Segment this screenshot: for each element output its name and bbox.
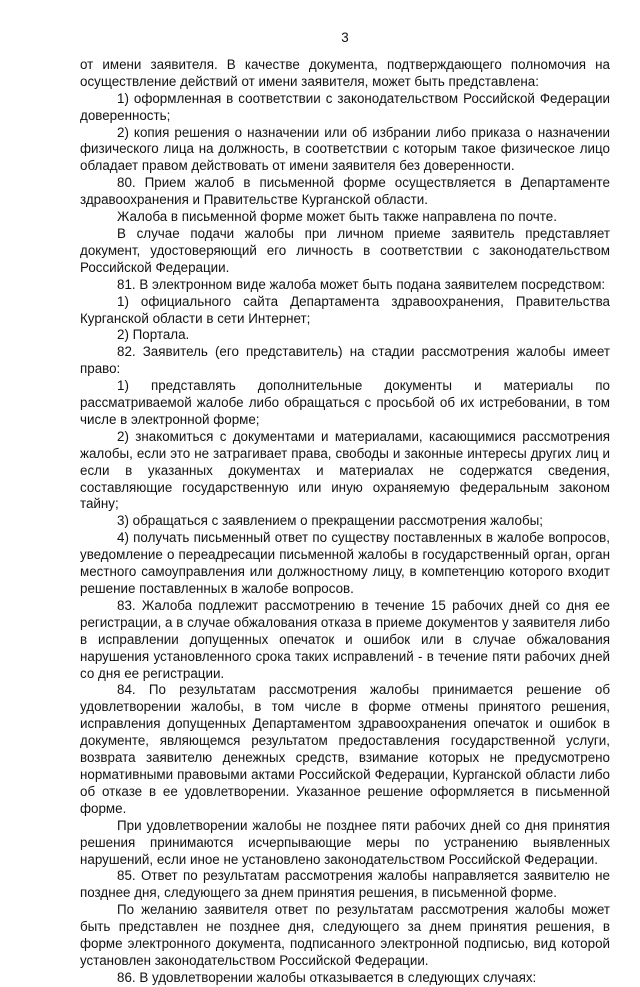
paragraph: 1) оформленная в соответствии с законодательством Российской Федерации доверенность;	[80, 90, 610, 123]
paragraph: 2) знакомиться с документами и материалами, касающимися рассмотрения жалобы, если это не затрагивает права, свободы и законные интересы других лиц и если в указанных документах и материалах не содержатся сведения, составляющие государственную или иную охраняемую федеральным законом тайну;	[80, 428, 610, 512]
paragraph: 2) Портала.	[117, 327, 190, 343]
document-body	[80, 57, 610, 987]
paragraph: 81. В электронном виде жалоба может быть подана заявителем посредством:	[117, 276, 606, 292]
paragraph: При удовлетворении жалобы не позднее пяти рабочих дней со дня принятия решения принимаются исчерпывающие меры по устранению выявленных нарушений, если иное не установлено законодательством Российской Федерации.	[80, 817, 610, 867]
paragraph: В случае подачи жалобы при личном приеме заявитель представляет документ, удостоверяющий его личность в соответствии с законодательством Российской Федерации.	[80, 225, 610, 275]
paragraph: 1) официального сайта Департамента здравоохранения, Правительства Курганской области в сети Интернет;	[80, 293, 610, 326]
paragraph: 2) копия решения о назначении или об избрании либо приказа о назначении физического лица на должность, в соответствии с которым такое физическое лицо обладает правом действовать от имени заявителя без доверенности.	[80, 124, 610, 174]
paragraph: Жалоба в письменной форме может быть также направлена по почте.	[117, 209, 557, 225]
document-page	[80, 30, 610, 987]
paragraph: 86. В удовлетворении жалобы отказывается в следующих случаях:	[117, 969, 537, 985]
paragraph: 1) представлять дополнительные документы и материалы по рассматриваемой жалобе либо обращаться с просьбой об их истребовании, в том числе в электронной форме;	[80, 378, 610, 427]
paragraph: от имени заявителя. В качестве документа, подтверждающего полномочия на осуществление действий от имени заявителя, может быть представлена:	[80, 56, 610, 89]
paragraph: По желанию заявителя ответ по результатам рассмотрения жалобы может быть представлен не позднее дня, следующего за днем принятия решения, в форме электронного документа, подписанного электронной подписью, вид которой установлен законодательством Российской Федерации.	[80, 902, 610, 968]
page-number: 3	[341, 30, 349, 45]
paragraph: 3) обращаться с заявлением о прекращении рассмотрения жалобы;	[117, 513, 543, 529]
paragraph: 83. Жалоба подлежит рассмотрению в течение 15 рабочих дней со дня ее регистрации, а в случае обжалования отказа в приеме документов у заявителя либо в исправлении допущенных опечаток и ошибок или в случае обжалования нарушения установленного срока таких исправлений - в течение пяти рабочих дней со дня ее регистрации.	[80, 597, 610, 681]
paragraph: 84. По результатам рассмотрения жалобы принимается решение об удовлетворении жалобы, в том числе в форме отмены принятого решения, исправления допущенных Департаментом здравоохранения опечаток и ошибок в документе, являющемся результатом предоставления государственной услуги, возврата заявителю денежных средств, взимание которых не предусмотрено нормативными правовыми актами Российской Федерации, Курганской области либо об отказе в ее удовлетворении. Указанное решение оформляется в письменной форме.	[80, 682, 610, 816]
paragraph: 85. Ответ по результатам рассмотрения жалобы направляется заявителю не позднее дня, следующего за днем принятия решения, в письменной форме.	[80, 868, 610, 901]
paragraph: 80. Прием жалоб в письменной форме осуществляется в Департаменте здравоохранения и Правительстве Курганской области.	[80, 175, 610, 208]
paragraph: 4) получать письменный ответ по существу поставленных в жалобе вопросов, уведомление о переадресации письменной жалобы в государственный орган, орган местного самоуправления или должностному лицу, в компетенцию которого входит решение поставленных в жалобе вопросов.	[80, 530, 610, 596]
paragraph: 82. Заявитель (его представитель) на стадии рассмотрения жалобы имеет право:	[80, 344, 610, 377]
